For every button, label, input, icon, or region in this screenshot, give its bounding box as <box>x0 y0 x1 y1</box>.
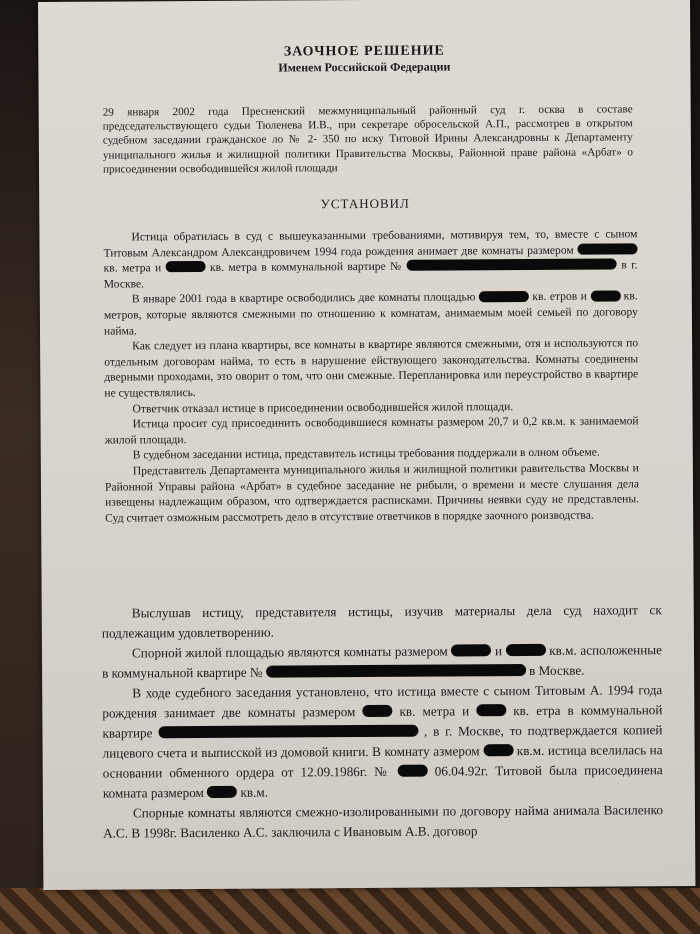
document-page <box>38 0 695 890</box>
paragraph-4: Ответчик отказал истице в присоединении освободившейся жилой площади. <box>132 399 514 415</box>
paragraph-11: Спорные комнаты являются смежно-изолированными по договору найма анимала Василенко А.С. В 1998г. Василенко А.С. заключила с Ивановым А.В. договор <box>103 802 663 841</box>
redaction-mark <box>207 786 237 799</box>
paragraph-8: Выслушав истицу, представителя истицы, изучив материалы дела суд находит ск подлежащим удовлетворению. <box>101 602 662 641</box>
intro-paragraph: 29 января 2002 года Пресненский межмуниципальный районный суд г. осква в составе председательствующего судьи Тюленева И.В., при секретаре обросельской А.П., рассмотрев в открытом судебном заседании гражданское ло № 2- 350 по иску Титовой Ирины Александровны к Департаменту униципального жилья и жилищной политики Правительства Москвы, Районной праве района «Арбат» о присоединении освободившейся жилой площади <box>102 103 633 176</box>
redaction-mark <box>451 644 491 657</box>
redaction-mark <box>158 724 418 738</box>
paragraph-7: Представитель Департамента муниципального жилья и жилищной политики равительства Москвы и Районной Управы района «Арбат» в судебное заседание не рибыли, о времени и месте слушания дела извещены надлежащим образом, что одтверждается расписками. Причины неявки суду не представлены. Суд считает озможным рассмотреть дело в отсутствие ответчиков в порядке заочного роизводства. <box>104 461 640 525</box>
redaction-mark <box>398 764 428 777</box>
paragraph-2: В январе 2001 года в квартире освободились две комнаты площадью кв. етров и кв. метров, которые являются смежными по отношению к комнатам, анимаемым моей семьей по договору найма. <box>103 289 638 338</box>
redaction-mark <box>166 261 206 272</box>
paragraph-10: В ходе судебного заседания установлено, что истица вместе с сыном Титовым А. 1994 года рождения занимает две комнаты размером кв. метра и кв. етра в коммунальной квартире , в г. Москве, то подтверждается копией лицевого счета и выписской из домовой книги. В комнату азмером кв.м. истица вселилась на основании обменного ордера от 12.09.1986г. № 06.04.92г. Титовой была присоединена комната размером кв.м. <box>102 682 663 801</box>
redaction-mark <box>476 704 506 717</box>
redaction-mark <box>479 291 529 302</box>
paragraph-5: Истица просит суд присоединить освободившиеся комнаты размером 20,7 и 0,2 кв.м. к занимаемой жилой площади. <box>104 414 639 447</box>
paragraph-1: Истица обратилась в суд с вышеуказанными требованиями, мотивируя тем, то, вместе с сыном Титовым Александром Александровичем 1994 года рождения анимает две комнаты размером кв. метра и кв. метра в коммунальной вартире № в г. Москве. <box>103 227 638 291</box>
document-title: ЗАОЧНОЕ РЕШЕНИЕ <box>283 43 445 60</box>
section-heading: УСТАНОВИЛ <box>320 195 410 212</box>
paragraph-3: Как следует из плана квартиры, все комнаты в квартире являются смежными, отя и используются по отдельным договорам найма, то есть в нарушение ействующего законодательства. Комнаты соединены дверными проходами, это оворит о том, что они смежные. Перепланировка или переустройство в квартире не существлялись. <box>104 336 639 400</box>
redaction-mark <box>266 664 526 678</box>
redaction-mark <box>590 290 620 301</box>
document-tail <box>102 600 663 843</box>
redaction-mark <box>362 705 392 718</box>
document-body <box>103 226 639 526</box>
redaction-mark <box>577 243 637 254</box>
document-subtitle: Именем Российской Федерации <box>278 59 451 75</box>
paragraph-9: Спорной жилой площадью являются комнаты размером и кв.м. асположенные в коммунальной квартире № в Москве. <box>102 642 663 681</box>
redaction-mark <box>483 744 513 757</box>
redaction-mark <box>506 644 546 657</box>
carpet-background <box>0 888 700 934</box>
paragraph-6: В судебном заседании истица, представитель истицы требования поддержали в олном объеме. <box>132 445 600 462</box>
redaction-mark <box>407 259 617 271</box>
